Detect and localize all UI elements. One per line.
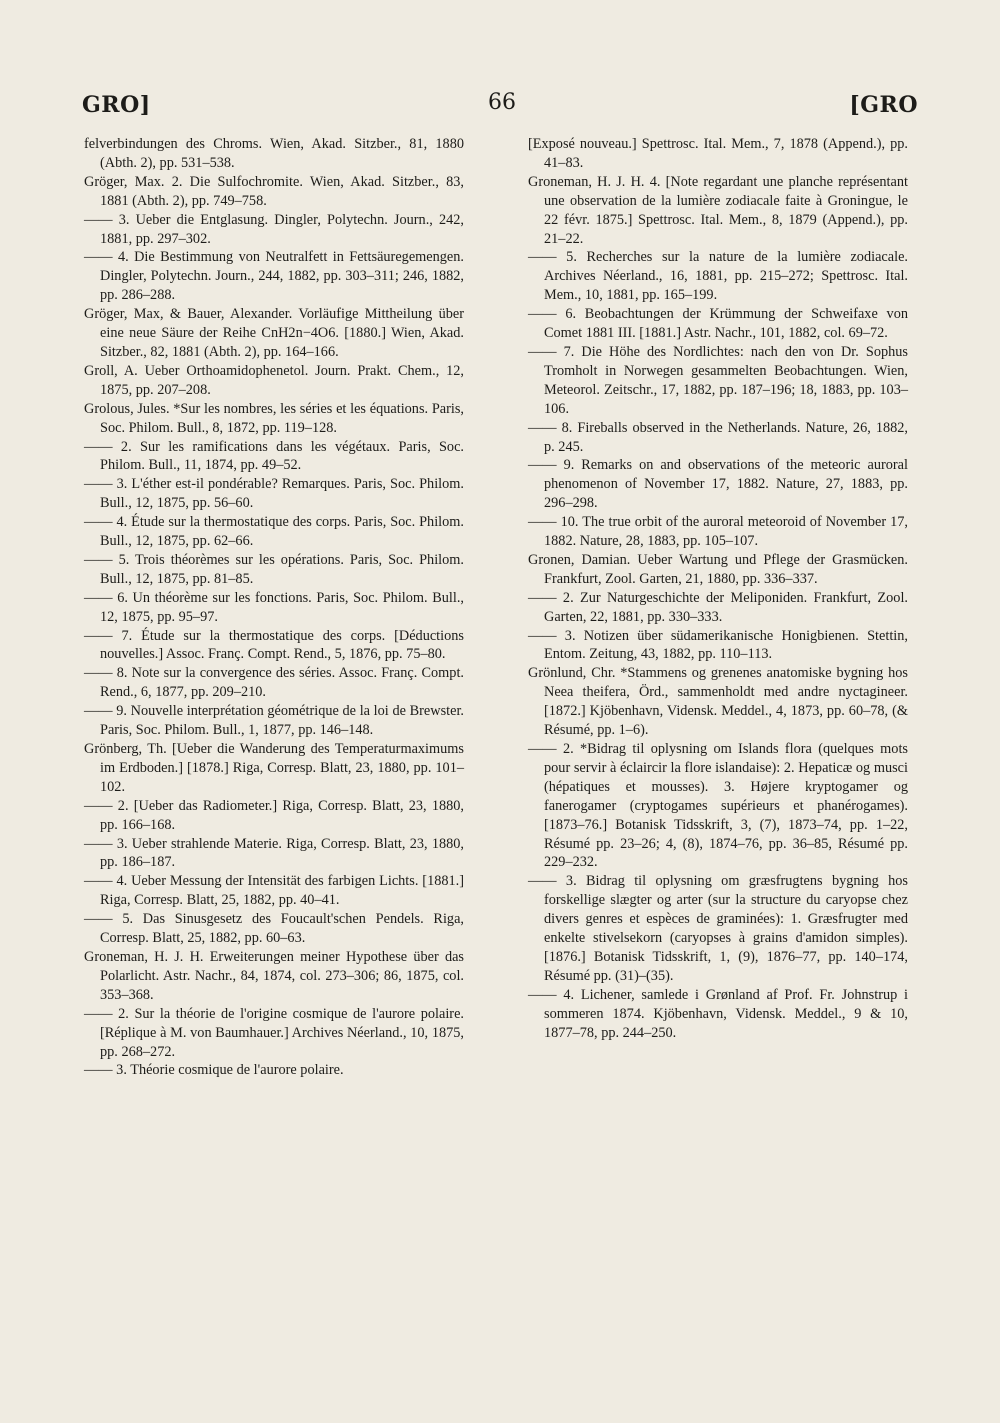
bibliography-entry: —— 4. Ueber Messung der Intensität des farbigen Lichts. [1881.] Riga, Corresp. Blatt, 25, 1882, pp. 40–41.: [84, 873, 464, 909]
bibliography-entry: —— 3. Ueber strahlende Materie. Riga, Corresp. Blatt, 23, 1880, pp. 186–187.: [84, 835, 464, 871]
bibliography-entry: —— 2. Sur les ramifications dans les végétaux. Paris, Soc. Philom. Bull., 11, 1874, pp. 49–52.: [84, 438, 464, 474]
bibliography-entry: —— 3. Théorie cosmique de l'aurore polaire.: [84, 1062, 344, 1079]
bibliography-entry: —— 10. The true orbit of the auroral meteoroid of November 17, 1882. Nature, 28, 1883, pp. 105–107.: [528, 514, 908, 550]
bibliography-entry: —— 2. *Bidrag til oplysning om Islands flora (quelques mots pour servir à éclaircir la flore islandaise): 2. Hepaticæ og musci (hépatiques et mousses). 3. Højere kryptogamer og fanerogamer (cryptogames supérieurs et phanérogames). [1873–76.] Botanisk Tidsskrift, 3, (7), 1873–74, pp. 1–22, Résumé pp. 23–26; 4, (8), 1874–76, pp. 36–85, Résumé pp. 229–232.: [528, 741, 908, 871]
bibliography-entry: Groneman, H. J. H. 4. [Note regardant une planche représentant une observation de la lumière zodiacale faite à Groningue, le 22 févr. 1875.] Spettrosc. Ital. Mem., 8, 1879 (Append.), pp. 21–22.: [528, 173, 908, 247]
right-column: [528, 135, 908, 1043]
bibliography-entry: Gröger, Max, & Bauer, Alexander. Vorläufige Mittheilung über eine neue Säure der Reihe CnH2n−4O6. [1880.] Wien, Akad. Sitzber., 82, 1881 (Abth. 2), pp. 164–166.: [84, 306, 464, 360]
bibliography-entry: Grönberg, Th. [Ueber die Wanderung des Temperaturmaximums im Erdboden.] [1878.] Riga, Corresp. Blatt, 23, 1880, pp. 101–102.: [84, 741, 464, 795]
bibliography-entry: Gröger, Max. 2. Die Sulfochromite. Wien, Akad. Sitzber., 83, 1881 (Abth. 2), pp. 749–758.: [84, 173, 464, 209]
bibliography-entry: —— 5. Das Sinusgesetz des Foucault'schen Pendels. Riga, Corresp. Blatt, 25, 1882, pp. 60–63.: [84, 911, 464, 947]
bibliography-entry: —— 4. Lichener, samlede i Grønland af Prof. Fr. Johnstrup i sommeren 1874. Kjöbenhavn, Vidensk. Meddel., 9 & 10, 1877–78, pp. 244–250.: [528, 986, 908, 1041]
bibliography-entry: —— 3. L'éther est-il pondérable? Remarques. Paris, Soc. Philom. Bull., 12, 1875, pp. 56–60.: [84, 476, 464, 512]
bibliography-entry: —— 3. Bidrag til oplysning om græsfrugtens bygning hos forskellige slægter og arter (sur la structure du caryopse chez divers genres et espèces de graminées): 1. Græsfrugter med enkelte stivelsekorn (caryopses à grains d'amidon simples). [1876.] Botanisk Tidsskrift, 1, (9), 1876–77, pp. 140–174, Résumé pp. (31)–(35).: [528, 873, 908, 984]
bibliography-entry: —— 9. Remarks on and observations of the meteoric auroral phenomenon of November 17, 1882. Nature, 27, 1883, pp. 296–298.: [528, 457, 908, 512]
bibliography-entry: —— 7. Étude sur la thermostatique des corps. [Déductions nouvelles.] Assoc. Franç. Compt. Rend., 5, 1876, pp. 75–80.: [84, 627, 464, 663]
bibliography-entry: —— 6. Beobachtungen der Krümmung der Schweifaxe von Comet 1881 III. [1881.] Astr. Nachr., 101, 1882, col. 69–72.: [528, 306, 908, 342]
bibliography-entry: —— 8. Note sur la convergence des séries. Assoc. Franç. Compt. Rend., 6, 1877, pp. 209–210.: [84, 665, 464, 701]
header-left-guide: GRO]: [82, 92, 151, 118]
bibliography-entry: —— 5. Recherches sur la nature de la lumière zodiacale. Archives Néerland., 16, 1881, pp. 215–272; Spettrosc. Ital. Mem., 10, 1881, pp. 165–199.: [528, 249, 908, 304]
bibliography-entry: —— 2. Sur la théorie de l'origine cosmique de l'aurore polaire. [Réplique à M. von Baumhauer.] Archives Néerland., 10, 1875, pp. 268–272.: [84, 1005, 464, 1060]
bibliography-entry: —— 5. Trois théorèmes sur les opérations. Paris, Soc. Philom. Bull., 12, 1875, pp. 81–85.: [84, 551, 464, 587]
bibliography-entry: —— 4. Die Bestimmung von Neutralfett in Fettsäuregemengen. Dingler, Polytechn. Journ., 244, 1882, pp. 303–311; 246, 1882, pp. 286–288.: [84, 249, 464, 304]
page-number: 66: [488, 90, 516, 115]
bibliography-entry: Groll, A. Ueber Orthoamidophenetol. Journ. Prakt. Chem., 12, 1875, pp. 207–208.: [84, 362, 464, 398]
bibliography-entry: —— 6. Un théorème sur les fonctions. Paris, Soc. Philom. Bull., 12, 1875, pp. 95–97.: [84, 589, 464, 625]
bibliography-entry: —— 3. Ueber die Entglasung. Dingler, Polytechn. Journ., 242, 1881, pp. 297–302.: [84, 211, 464, 247]
left-column: [84, 135, 464, 1080]
bibliography-entry: Groneman, H. J. H. Erweiterungen meiner Hypothese über das Polarlicht. Astr. Nachr., 84, 1874, col. 273–306; 86, 1875, col. 353–368.: [84, 948, 464, 1003]
bibliography-entry: felverbindungen des Chroms. Wien, Akad. Sitzber., 81, 1880 (Abth. 2), pp. 531–538.: [84, 136, 464, 171]
bibliography-entry: Gronen, Damian. Ueber Wartung und Pflege der Grasmücken. Frankfurt, Zool. Garten, 21, 1880, pp. 336–337.: [528, 551, 908, 587]
bibliography-entry: —— 2. [Ueber das Radiometer.] Riga, Corresp. Blatt, 23, 1880, pp. 166–168.: [84, 797, 464, 833]
bibliography-entry: [Exposé nouveau.] Spettrosc. Ital. Mem., 7, 1878 (Append.), pp. 41–83.: [528, 136, 908, 171]
bibliography-entry: —— 7. Die Höhe des Nordlichtes: nach den von Dr. Sophus Tromholt in Norwegen gesammelten Beobachtungen. Wien, Meteorol. Zeitschr., 17, 1882, pp. 187–196; 18, 1883, pp. 103–106.: [528, 343, 908, 417]
bibliography-entry: —— 4. Étude sur la thermostatique des corps. Paris, Soc. Philom. Bull., 12, 1875, pp. 62–66.: [84, 514, 464, 550]
bibliography-entry: —— 9. Nouvelle interprétation géométrique de la loi de Brewster. Paris, Soc. Philom. Bull., 1, 1877, pp. 146–148.: [84, 703, 464, 739]
bibliography-entry: Grolous, Jules. *Sur les nombres, les séries et les équations. Paris, Soc. Philom. Bull., 8, 1872, pp. 119–128.: [84, 400, 464, 436]
bibliography-entry: —— 3. Notizen über südamerikanische Honigbienen. Stettin, Entom. Zeitung, 43, 1882, pp. 110–113.: [528, 627, 908, 663]
page-header: [0, 0, 1000, 130]
bibliography-entry: —— 8. Fireballs observed in the Netherlands. Nature, 26, 1882, p. 245.: [528, 419, 908, 455]
bibliography-entry: Grönlund, Chr. *Stammens og grenenes anatomiske bygning hos Neea theifera, Örd., sammenholdt med andre nyctagineer. [1872.] Kjöbenhavn, Vidensk. Meddel., 4, 1873, pp. 60–78, (& Résumé, pp. 1–6).: [528, 665, 908, 739]
bibliography-entry: —— 2. Zur Naturgeschichte der Meliponiden. Frankfurt, Zool. Garten, 22, 1881, pp. 330–333.: [528, 589, 908, 625]
header-right-guide: [GRO: [849, 92, 918, 118]
